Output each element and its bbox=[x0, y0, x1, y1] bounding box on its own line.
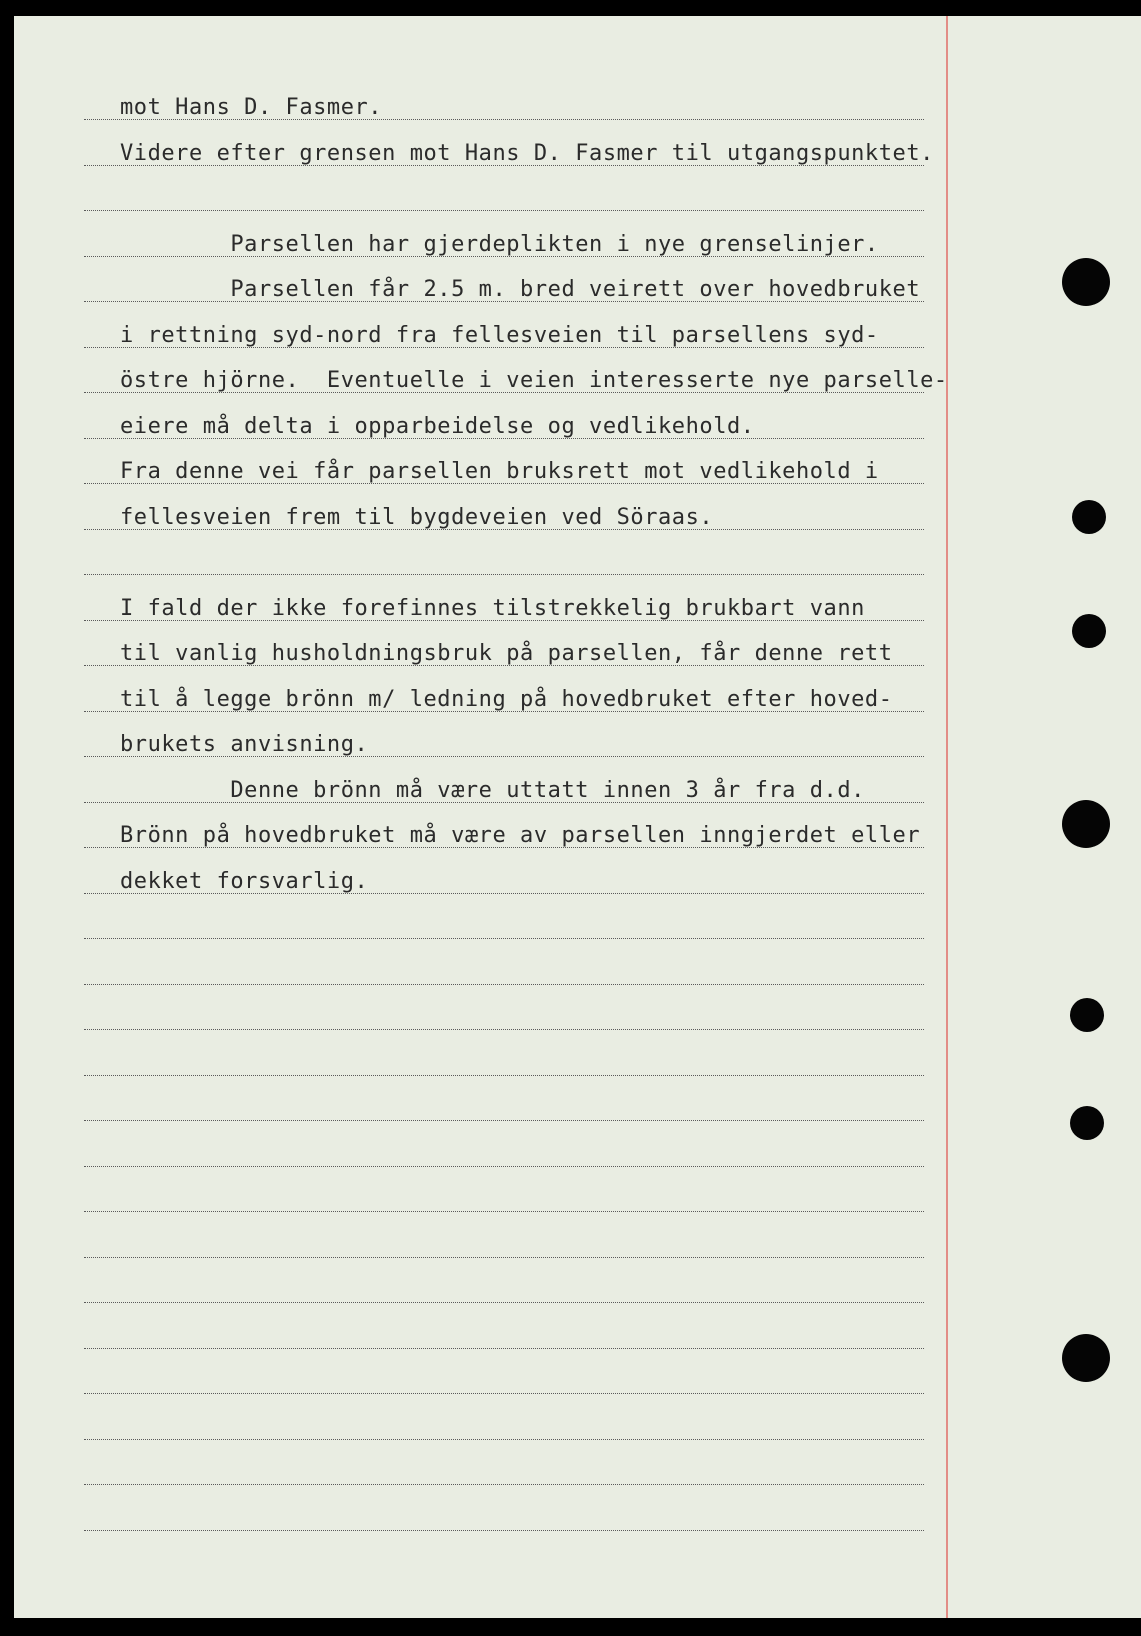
punch-hole bbox=[1062, 258, 1110, 306]
punch-hole bbox=[1062, 1334, 1110, 1382]
text-line: i rettning syd-nord fra fellesveien til parsellens syd- bbox=[120, 323, 879, 348]
ruled-line bbox=[84, 1075, 924, 1076]
ruled-line bbox=[84, 1393, 924, 1394]
ruled-line bbox=[84, 1530, 924, 1531]
ruled-line bbox=[84, 574, 924, 575]
ruled-line bbox=[84, 1029, 924, 1030]
punch-hole bbox=[1070, 1106, 1104, 1140]
text-line: mot Hans D. Fasmer. bbox=[120, 95, 383, 120]
punch-hole bbox=[1070, 998, 1104, 1032]
ruled-line bbox=[84, 1348, 924, 1349]
text-line: brukets anvisning. bbox=[120, 732, 369, 757]
ruled-line bbox=[84, 210, 924, 211]
text-line: Parsellen får 2.5 m. bred veirett over hovedbruket bbox=[120, 277, 921, 302]
punch-hole bbox=[1072, 614, 1106, 648]
text-line: til vanlig husholdningsbruk på parsellen, får denne rett bbox=[120, 641, 893, 666]
ruled-line bbox=[84, 1484, 924, 1485]
ruled-line bbox=[84, 1439, 924, 1440]
ruled-line bbox=[84, 1211, 924, 1212]
text-line: eiere må delta i opparbeidelse og vedlikehold. bbox=[120, 414, 755, 439]
ruled-line bbox=[84, 1120, 924, 1121]
red-margin-line bbox=[946, 16, 948, 1618]
text-line: östre hjörne. Eventuelle i veien interesserte nye parselle- bbox=[120, 368, 948, 393]
text-line: Brönn på hovedbruket må være av parsellen inngjerdet eller bbox=[120, 823, 921, 848]
text-line: Fra denne vei får parsellen bruksrett mot vedlikehold i bbox=[120, 459, 879, 484]
ruled-line bbox=[84, 984, 924, 985]
text-line: Parsellen har gjerdeplikten i nye grenselinjer. bbox=[120, 232, 879, 257]
text-line: I fald der ikke forefinnes tilstrekkelig brukbart vann bbox=[120, 596, 865, 621]
ruled-line bbox=[84, 938, 924, 939]
ruled-line bbox=[84, 1166, 924, 1167]
text-line: til å legge brönn m/ ledning på hovedbruket efter hoved- bbox=[120, 687, 893, 712]
text-line: dekket forsvarlig. bbox=[120, 869, 369, 894]
text-line: Videre efter grensen mot Hans D. Fasmer til utgangspunktet. bbox=[120, 141, 934, 166]
punch-hole bbox=[1062, 800, 1110, 848]
ruled-line bbox=[84, 1257, 924, 1258]
document-page bbox=[14, 16, 1141, 1618]
ruled-line bbox=[84, 1302, 924, 1303]
punch-hole bbox=[1072, 500, 1106, 534]
text-line: fellesveien frem til bygdeveien ved Söraas. bbox=[120, 505, 714, 530]
text-line: Denne brönn må være uttatt innen 3 år fra d.d. bbox=[120, 778, 865, 803]
